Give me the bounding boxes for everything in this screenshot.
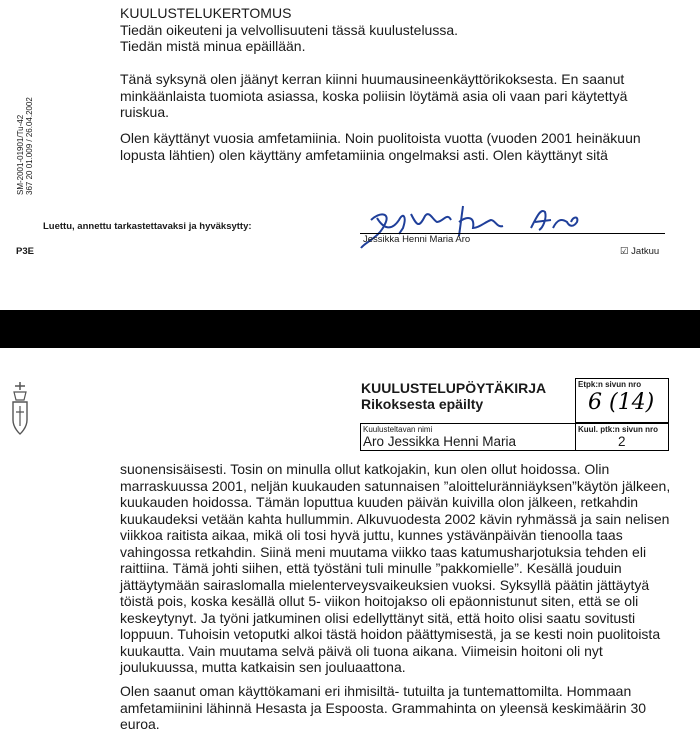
etpk-page-box — [575, 378, 669, 423]
page1-heading: KUULUSTELUKERTOMUS — [120, 5, 292, 21]
form-title: KUULUSTELUPÖYTÄKIRJA — [361, 380, 547, 396]
page2-paragraph-1: suonensisäisesti. Tosin on minulla ollut katkojakin, kun olen ollut hoidossa. Olin marraskuussa 2001, neljän kuukauden satunnaisen ”aloitteluränniäyksen”käytön jälkeen, kuukauden hoidossa. Tämän loputtua kuuden päivän kuivilla olon jälkeen, retkahdin kuukaudeksi vetään kahta hullummin. Alkuvuodesta 2002 kävin ryhmässä ja sain nelisen viikkoa raitista aikaa, mikä oli tosi hyvä juttu, kunnes ystävänpäivän tienoolla taas vahingossa retkahdin. Siinä meni muutama viikko taas katumusharjotuksia tehden eli raittiina. Tämä johti siihen, että työstäni tuli minulle ”pakkomielle”. Kesällä jouduin jättäytymään sairaslomalla mielenterveysvaikeuksien vuoksi. Syksyllä päätin jättäytyä töistä pois, koska kesällä ollut 5- viikon hoitojakso oli epäonnistunut siten, että se oli keskeytynyt. Ja työni jatkuminen olisi edellyttänyt sitä, että hoito olisi saatu sovitusti loppuun. Tuhoisin vetoputki alkoi tästä hoidon päättymisestä, ja se kesti noin puolitoista kuukautta. Vain muutama selvä päivä oli tuona aikana. Viimeisin hoitoni oli nyt joulukuussa, mutta katkaisin sen jouluaattona. — [120, 461, 671, 675]
etpk-page-value: 6 (14) — [588, 390, 655, 415]
page1-line-suspicion: Tiedän mistä minua epäillään. — [120, 38, 306, 54]
police-emblem-icon — [9, 380, 31, 436]
page-separator — [0, 310, 700, 348]
name-field-box — [360, 423, 575, 451]
continues-checkbox: ☑ Jatkuu — [620, 246, 660, 257]
etpk-page-label: Etpk:n sivun nro — [578, 380, 642, 389]
page1-paragraph-1: Tänä syksynä olen jäänyt kerran kiinni huumausineenkäyttörikoksesta. En saanut minkäänlaista tuomiota asiassa, koska poliisin löytämä asia oli vaan pari käytettyä ruiskua. — [120, 71, 628, 120]
page2-paragraph-2: Olen saanut oman käyttökamani eri ihmisiltä- tutuilta ja tuntemattomilta. Hommaan amfetamiinini lähinnä Hesasta ja Espoosta. Grammahinta on yleensä keskimäärin 30 euroa. — [120, 683, 647, 732]
name-field-label: Kuulusteltavan nimi — [363, 425, 433, 434]
form-code: P3E — [16, 246, 34, 257]
name-field-value: Aro Jessikka Henni Maria — [363, 434, 517, 449]
case-reference-code: SM-2001-01901/Tu-42 367 20 01.009 / 26.04.2002 — [16, 97, 34, 195]
page-number-value: 2 — [618, 434, 626, 449]
page1-line-rights: Tiedän oikeuteni ja velvollisuuteni tässä kuulustelussa. — [120, 22, 459, 38]
form-subtitle: Rikoksesta epäilty — [361, 396, 484, 412]
page-number-label: Kuul. ptk:n sivun nro — [578, 425, 658, 434]
read-confirmation-label: Luettu, annettu tarkastettavaksi ja hyväksytty: — [43, 221, 252, 232]
signatory-name: Jessikka Henni Maria Aro — [363, 234, 471, 245]
page1-paragraph-2: Olen käyttänyt vuosia amfetamiinia. Noin puolitoista vuotta (vuoden 2001 heinäkuun lopusta lähtien) olen käyttäny amfetamiinia ongelmaksi asti. Olen käyttänyt sitä — [120, 130, 641, 163]
page-number-box — [575, 423, 669, 451]
